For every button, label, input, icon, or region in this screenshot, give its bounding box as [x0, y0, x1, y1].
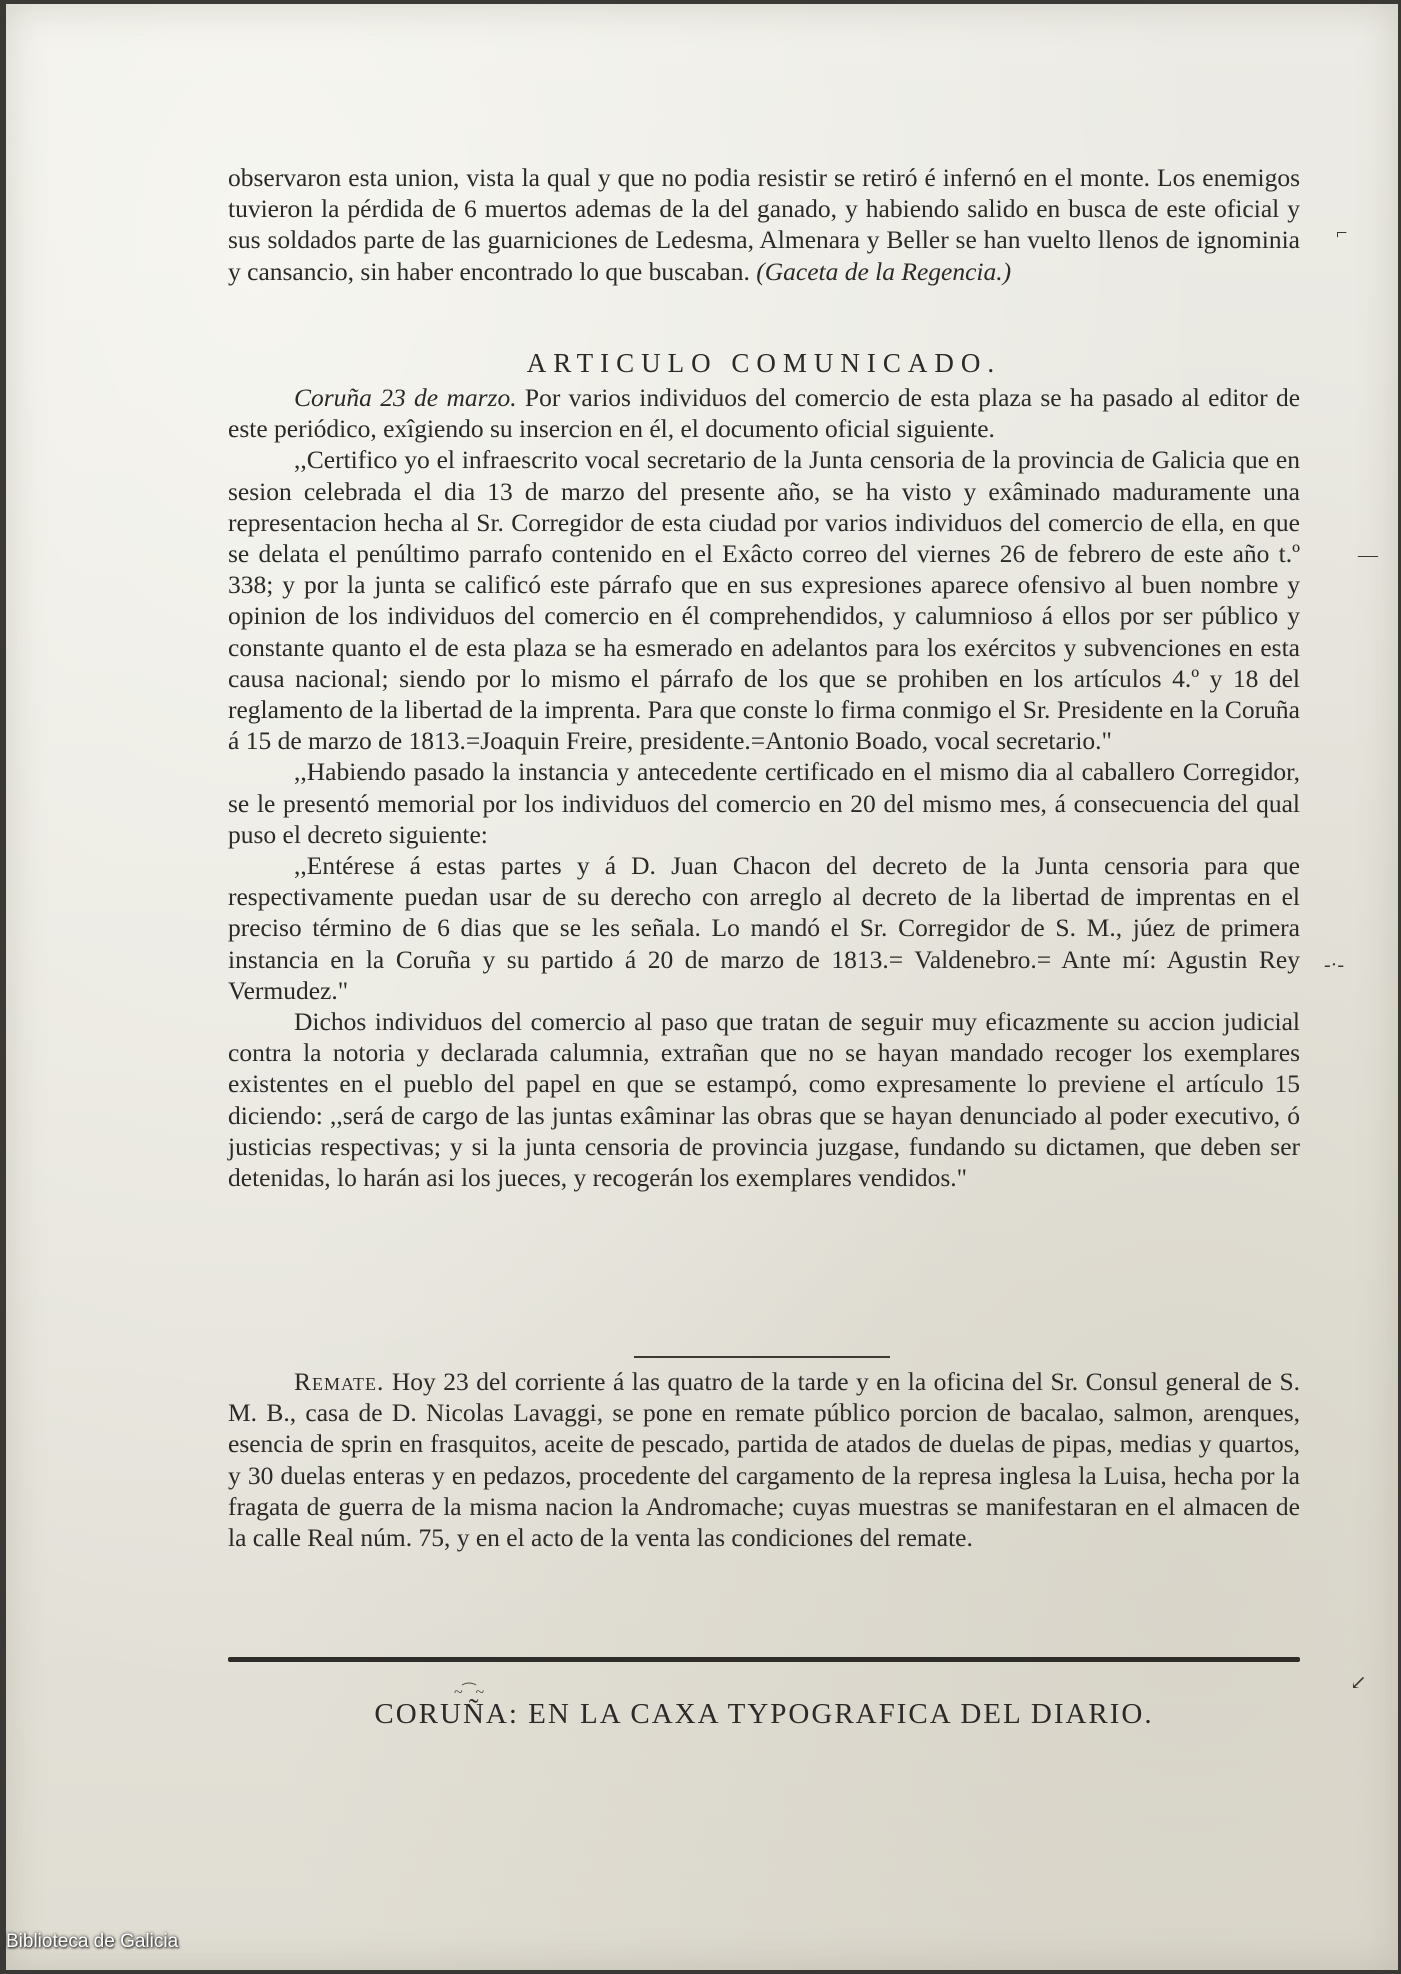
- articulo-body: [228, 382, 1300, 1193]
- ornament-icon: ~⁀~: [454, 1684, 485, 1701]
- paragraph-text: Por varios individuos del comercio de esta plaza se ha pasado al editor de este periódico, exîgiendo su insercion en él, el documento oficial siguiente.: [228, 383, 1301, 444]
- margin-mark-icon: ⌐: [1336, 222, 1348, 244]
- dateline: Coruña 23 de marzo.: [294, 383, 517, 412]
- section-divider: [634, 1356, 890, 1358]
- printer-imprint: CORUÑA: EN LA CAXA TYPOGRAFICA DEL DIARIO.: [374, 1698, 1154, 1730]
- articulo-paragraph: ,,Habiendo pasado la instancia y antecedente certificado en el mismo dia al caballero Corregidor, se le presentó memorial por los individuos del comercio en 20 del mismo mes, á consecuencia del qual puso el decreto siguiente:: [228, 757, 1300, 849]
- intro-paragraph: [228, 162, 1300, 287]
- intro-text: observaron esta union, vista la qual y que no podia resistir se retiró é infernó en el monte. Los enemigos tuvieron la pérdida de 6 muertos ademas de la del ganado, y habiendo salido en busca de este oficial y sus soldados parte de las guarniciones de Ledesma, Almenara y Beller se han vuelto llenos de ignominia y cansancio, sin haber encontrado lo que buscaban.: [228, 163, 1300, 286]
- margin-mark-icon: -·-: [1324, 954, 1344, 976]
- articulo-paragraph: [228, 382, 1300, 444]
- intro-source: (Gaceta de la Regencia.): [756, 256, 1012, 286]
- articulo-paragraph: Dichos individuos del comercio al paso que tratan de seguir muy eficazmente su accion judicial contra la notoria y declarada calumnia, extrañan que no se hayan mandado recoger los exemplares existentes en el pueblo del papel en que se estampó, como expresamente lo previene el artículo 15 diciendo: ,,será de cargo de las juntas exâminar las obras que se hayan denunciado al poder executivo, ó justicias respectivas; y si la junta censoria de provincia juzgase, fundando su dictamen, que deben ser detenidas, lo harán asi los jueces, y recogerán los exemplares vendidos.": [228, 1007, 1300, 1193]
- margin-mark-icon: ↙: [1350, 1672, 1367, 1694]
- articulo-paragraph: ,,Entérese á estas partes y á D. Juan Chacon del decreto de la Junta censoria para que respectivamente puedan usar de su derecho con arreglo al decreto de la libertad de imprentas en el preciso término de 6 dias que se les señala. Lo mandó el Sr. Corregidor de S. M., júez de primera instancia en la Coruña y su partido á 20 de marzo de 1813.= Valdenebro.= Ante mí: Agustin Rey Vermudez.": [228, 851, 1300, 1005]
- remate-notice: [228, 1366, 1300, 1553]
- footer-rule: [228, 1657, 1300, 1662]
- library-watermark: Biblioteca de Galicia: [6, 1931, 179, 1952]
- articulo-paragraph: ,,Certifico yo el infraescrito vocal secretario de la Junta censoria de la provincia de Galicia que en sesion celebrada el dia 13 de marzo del presente año, se ha visto y exâminado maduramente una representacion hecha al Sr. Corregidor de esta ciudad por varios individuos del comercio de ella, en que se delata el penúltimo parrafo contenido en el Exâcto correo del viernes 26 de febrero de este año t.º 338; y por la junta se calificó este párrafo que en sus expresiones aparece ofensivo al buen nombre y opinion de los individuos del comercio en él comprehendidos, y calumnioso á ellos por ser público y constante quanto el de esta plaza se ha esmerado en adelantos para los exércitos y subvenciones en esta causa nacional; siendo por lo mismo el párrafo de los que se prohiben en los artículos 4.º y 18 del reglamento de la libertad de la imprenta. Para que conste lo firma conmigo el Sr. Presidente en la Coruña á 15 de marzo de 1813.=Joaquin Freire, presidente.=Antonio Boado, vocal secretario.": [228, 445, 1300, 756]
- remate-text: Hoy 23 del corriente á las quatro de la tarde y en la oficina del Sr. Consul general de S. M. B., casa de D. Nicolas Lavaggi, se pone en remate público porcion de bacalao, salmon, arenques, esencia de sprin en frasquitos, aceite de pescado, partida de atados de duelas de pipas, medias y quartos, y 30 duelas enteras y en pedazos, procedente del cargamento de la represa inglesa la Luisa, hecha por la fragata de guerra de la misma nacion la Andromache; cuyas muestras se manifestaran en el almacen de la calle Real núm. 75, y en el acto de la venta las condiciones del remate.: [228, 1367, 1301, 1553]
- section-title: ARTICULO COMUNICADO.: [526, 348, 1002, 378]
- margin-mark-icon: —: [1358, 544, 1378, 566]
- newspaper-page: [6, 4, 1398, 1970]
- remate-label: Remate.: [294, 1367, 385, 1396]
